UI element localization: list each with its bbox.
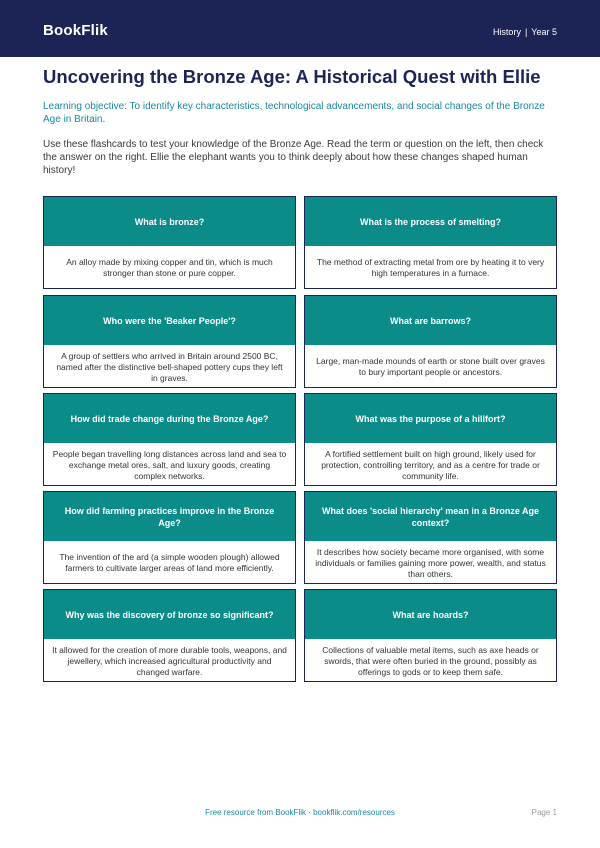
- flashcard-answer: A fortified settlement built on high ground, likely used for protection, controlling territory, and as a centre for trade or community life.: [321, 448, 540, 481]
- flashcard-answer: An alloy made by mixing copper and tin, which is much stronger than stone or pure copper.: [66, 257, 273, 278]
- breadcrumb-separator: |: [524, 27, 528, 37]
- flashcard-answer: The method of extracting metal from ore by heating it to very high temperatures in a furnace.: [316, 257, 545, 278]
- flashcard-answer: Collections of valuable metal items, such as axe heads or swords, that were often buried in the ground, possibly as offerings to gods or to keep them safe.: [322, 644, 539, 677]
- flashcard[interactable]: [43, 295, 296, 388]
- flashcard-answer: People began travelling long distances across land and sea to exchange metal ores, salt, and luxury goods, creating complex networks.: [52, 448, 287, 481]
- flashcard-question: What are barrows?: [305, 296, 556, 345]
- flashcard[interactable]: [43, 589, 296, 682]
- breadcrumb-subject[interactable]: History: [492, 27, 521, 37]
- intro-text: Use these flashcards to test your knowledge of the Bronze Age. Read the term or question on the left, then check the answer on the right. Ellie the elephant wants you to think deeply about how these changes shaped human history!: [43, 139, 544, 176]
- footer-credit[interactable]: Free resource from BookFlik · bookflik.com/resources: [205, 808, 395, 817]
- flashcard-question: What was the purpose of a hillfort?: [305, 394, 556, 443]
- flashcard[interactable]: [304, 393, 557, 486]
- flashcard-question: How did trade change during the Bronze Age?: [44, 394, 295, 443]
- flashcard[interactable]: [304, 589, 557, 682]
- flashcard-question: What does 'social hierarchy' mean in a Bronze Age context?: [305, 492, 556, 541]
- brand-logo[interactable]: BookFlik: [43, 22, 108, 39]
- flashcard-answer: It allowed for the creation of more durable tools, weapons, and jewellery, which increased agricultural productivity and changed warfare.: [52, 644, 287, 677]
- breadcrumb: [493, 26, 557, 38]
- flashcard[interactable]: [43, 196, 296, 289]
- flashcard-question: Why was the discovery of bronze so significant?: [44, 590, 295, 639]
- flashcard[interactable]: [304, 491, 557, 584]
- flashcard-question: Who were the 'Beaker People'?: [44, 296, 295, 345]
- flashcard-question: What is the process of smelting?: [305, 197, 556, 246]
- flashcard-question: What are hoards?: [305, 590, 556, 639]
- flashcard[interactable]: [304, 295, 557, 388]
- flashcard-answer: The invention of the ard (a simple wooden plough) allowed farmers to cultivate larger areas of land more efficiently.: [59, 552, 280, 573]
- flashcard[interactable]: [304, 196, 557, 289]
- flashcard-question: What is bronze?: [44, 197, 295, 246]
- header-bar: [0, 0, 600, 57]
- page-number: Page 1: [531, 808, 557, 817]
- flashcard[interactable]: [43, 393, 296, 486]
- page-title: Uncovering the Bronze Age: A Historical Quest with Ellie: [43, 66, 541, 87]
- flashcard-answer: A group of settlers who arrived in Britain around 2500 BC, named after the distinctive bell-shaped pottery cups they left in graves.: [56, 350, 283, 383]
- flashcard-answer: Large, man-made mounds of earth or stone built over graves to bury important people or ancestors.: [316, 356, 545, 377]
- breadcrumb-year[interactable]: Year 5: [531, 27, 557, 37]
- flashcard-answer: It describes how society became more organised, with some individuals or families gaining more power, wealth, and status than others.: [315, 546, 546, 579]
- flashcard[interactable]: [43, 491, 296, 584]
- learning-objective: Learning objective: To identify key characteristics, technological advancements, and social changes of the Bronze Age in Britain.: [43, 101, 545, 125]
- flashcard-question: How did farming practices improve in the Bronze Age?: [44, 492, 295, 541]
